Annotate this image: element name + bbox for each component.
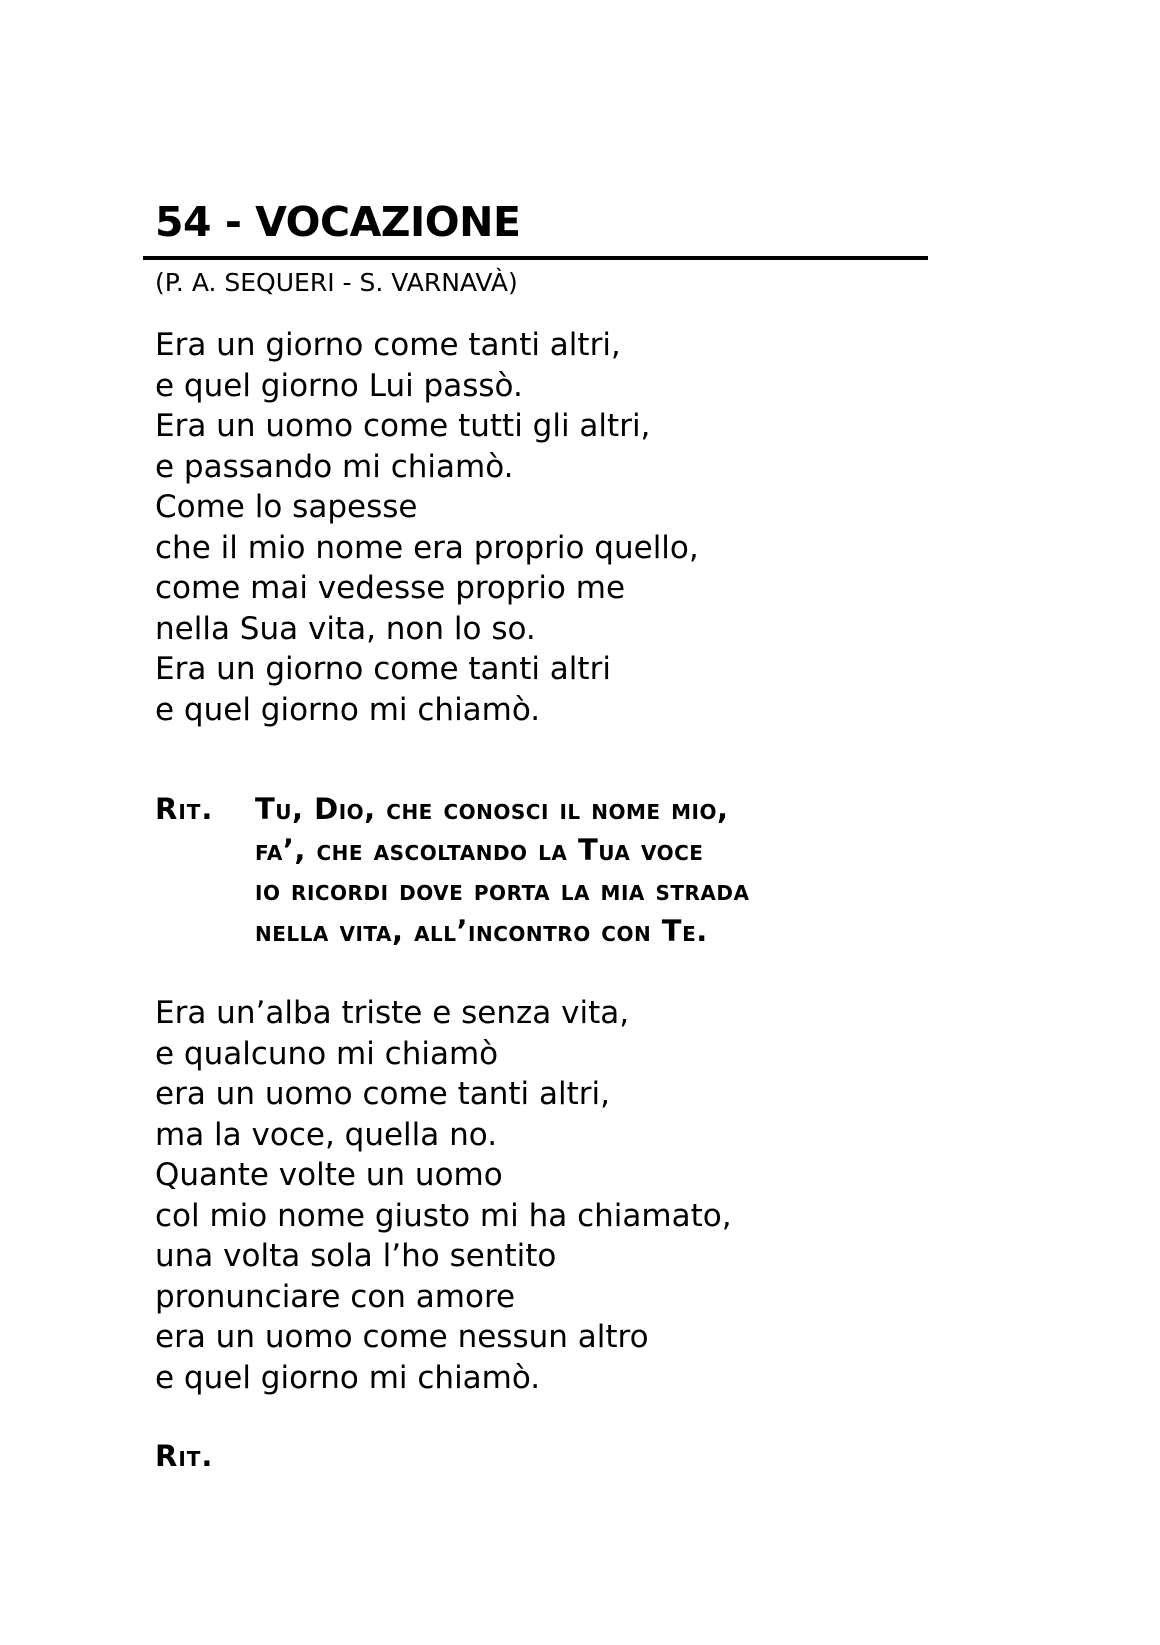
stanza-line: e passando mi chiamò. [155,448,514,485]
refrain-repeat-label: Rit. [155,1439,214,1473]
stanza-2 [155,993,732,1398]
refrain-line: Tu, Dio, che conosci il nome mio, [255,792,729,826]
refrain-line: io ricordi dove porta la mia strada [255,873,750,907]
stanza-line: era un uomo come nessun altro [155,1319,649,1355]
refrain-label: Rit. [155,792,214,826]
stanza-line: e quel giorno mi chiamò. [155,1359,541,1396]
stanza-line: Era un giorno come tanti altri [155,651,611,687]
stanza-line: Era un’alba triste e senza vita, [155,995,630,1031]
song-authors: (P. A. SEQUERI - S. VARNAVÀ) [155,268,518,297]
stanza-line: e quel giorno Lui passò. [155,367,523,404]
refrain-line: nella vita, all’incontro con Te. [255,913,708,948]
refrain-lines [255,789,749,951]
stanza-line: Era un uomo come tutti gli altri, [155,408,651,444]
stanza-line: pronunciare con amore [155,1278,516,1315]
stanza-line: e qualcuno mi chiamò [155,1035,499,1072]
stanza-line: come mai vedesse proprio me [155,570,626,606]
stanza-line: Quante volte un uomo [155,1157,503,1193]
stanza-line: ma la voce, quella no. [155,1116,498,1153]
stanza-line: Era un giorno come tanti altri, [155,327,621,363]
stanza-line: una volta sola l’ho sentito [155,1238,557,1274]
stanza-line: che il mio nome era proprio quello, [155,529,699,566]
song-title: 54 - VOCAZIONE [155,198,521,246]
stanza-1 [155,325,699,730]
stanza-line: Come lo sapesse [155,489,418,525]
stanza-line: e quel giorno mi chiamò. [155,691,541,728]
stanza-line: nella Sua vita, non lo so. [155,610,536,647]
refrain-line: fa’, che ascoltando la Tua voce [255,832,704,867]
stanza-line: era un uomo come tanti altri, [155,1076,610,1112]
title-divider [143,256,928,260]
stanza-line: col mio nome giusto mi ha chiamato, [155,1197,732,1234]
